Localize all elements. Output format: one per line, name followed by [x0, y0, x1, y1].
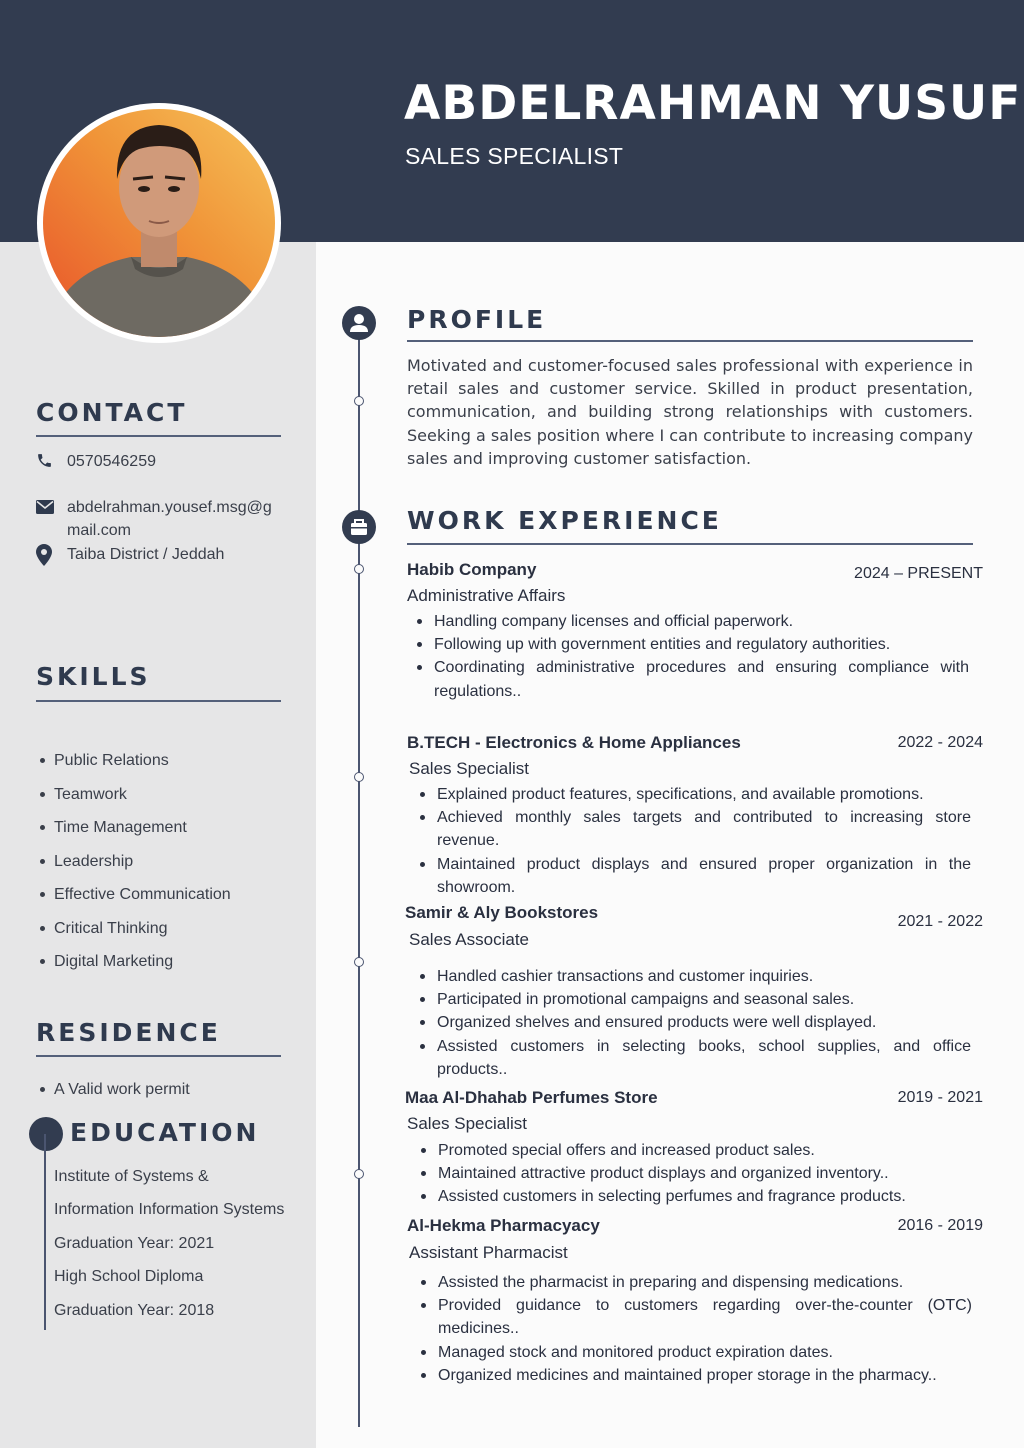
timeline-dot: [354, 1169, 364, 1179]
bullet: [40, 926, 45, 931]
profile-divider: [407, 340, 973, 342]
job-role: Sales Specialist: [407, 1114, 528, 1133]
profile-summary: Motivated and customer-focused sales professional with experience in retail sales and customer service. Skilled in product presentation, communication, and building strong relationships with customers. Seeking a sales position where I can contribute to increasing company sales and improving customer satisfaction.: [407, 356, 973, 468]
duty-item: Maintained product displays and ensured proper organization in the showroom.: [419, 853, 971, 899]
skill-item: Critical Thinking: [54, 920, 168, 937]
job-duties: [419, 965, 971, 1081]
duty-item: Promoted special offers and increased product sales.: [420, 1139, 971, 1162]
job-company: Al-Hekma Pharmacyacy: [407, 1216, 600, 1235]
education-line: Graduation Year: 2021: [54, 1235, 215, 1252]
job-duties: [416, 610, 969, 703]
skill-item: Leadership: [54, 853, 134, 870]
job-role: Assistant Pharmacist: [409, 1243, 568, 1262]
job-dates: 2024 – PRESENT: [854, 565, 983, 582]
job-dates: 2019 - 2021: [897, 1089, 983, 1106]
duty-item: Organized medicines and maintained proper storage in the pharmacy..: [420, 1364, 972, 1387]
profile-heading: PROFILE: [407, 305, 547, 334]
person-icon: [342, 306, 376, 340]
duty-item: Assisted the pharmacist in preparing and dispensing medications.: [420, 1271, 972, 1294]
skill-item: Public Relations: [54, 752, 169, 769]
duty-item: Participated in promotional campaigns and seasonal sales.: [419, 988, 971, 1011]
duty-item: Assisted customers in selecting books, school supplies, and office products..: [419, 1035, 971, 1081]
duty-item: Coordinating administrative procedures and ensuring compliance with regulations..: [416, 656, 969, 702]
skill-item: Digital Marketing: [54, 953, 174, 970]
contact-divider: [36, 435, 281, 437]
residence-item: A Valid work permit: [54, 1081, 190, 1098]
job-dates: 2022 - 2024: [897, 734, 983, 751]
education-timeline: [44, 1134, 46, 1330]
candidate-name: ABDELRAHMAN YUSUF: [404, 76, 1022, 131]
residence-divider: [36, 1055, 281, 1057]
bullet: [40, 758, 45, 763]
phone-number: 0570546259: [67, 453, 156, 470]
email-line-1: abdelrahman.yousef.msg@g: [67, 499, 272, 516]
job-company: Maa Al-Dhahab Perfumes Store: [405, 1088, 658, 1107]
location-pin-icon: [36, 544, 52, 571]
duty-item: Handling company licenses and official paperwork.: [416, 610, 969, 633]
duty-item: Managed stock and monitored product expiration dates.: [420, 1341, 972, 1364]
education-line: High School Diploma: [54, 1268, 204, 1285]
education-line: Information Information Systems: [54, 1201, 285, 1218]
email-line-2: mail.com: [67, 522, 132, 539]
duty-item: Achieved monthly sales targets and contributed to increasing store revenue.: [419, 806, 971, 852]
skills-heading: SKILLS: [36, 662, 151, 691]
job-dates: 2021 - 2022: [897, 913, 983, 930]
skills-divider: [36, 700, 281, 702]
timeline-dot: [354, 396, 364, 406]
bullet: [40, 825, 45, 830]
education-heading: EDUCATION: [70, 1118, 260, 1147]
education-line: Graduation Year: 2018: [54, 1302, 215, 1319]
skill-item: Teamwork: [54, 786, 127, 803]
duty-item: Explained product features, specifications, and available promotions.: [419, 783, 971, 806]
job-company: B.TECH - Electronics & Home Appliances: [407, 733, 741, 752]
portrait-image: [43, 109, 275, 337]
job-dates: 2016 - 2019: [897, 1217, 983, 1234]
education-marker-icon: [29, 1117, 63, 1151]
email-icon: [36, 500, 54, 519]
job-role: Sales Specialist: [409, 759, 530, 778]
bullet: [40, 859, 45, 864]
duty-item: Following up with government entities and regulatory authorities.: [416, 633, 969, 656]
job-role: Sales Associate: [409, 930, 530, 949]
profile-photo: [37, 103, 281, 343]
job-duties: [420, 1139, 971, 1209]
job-company: Samir & Aly Bookstores: [405, 903, 599, 922]
experience-heading: WORK EXPERIENCE: [407, 506, 722, 535]
job-duties: [420, 1271, 972, 1387]
contact-heading: CONTACT: [36, 398, 188, 427]
education-line: Institute of Systems &: [54, 1168, 209, 1185]
bullet: [40, 892, 45, 897]
candidate-title: SALES SPECIALIST: [405, 143, 624, 169]
duty-item: Assisted customers in selecting perfumes and fragrance products.: [420, 1185, 971, 1208]
bullet: [40, 959, 45, 964]
phone-icon: [36, 452, 53, 474]
bullet: [40, 792, 45, 797]
duty-item: Provided guidance to customers regarding over-the-counter (OTC) medicines..: [420, 1294, 972, 1340]
main-timeline: [358, 322, 360, 1427]
skill-item: Effective Communication: [54, 886, 231, 903]
timeline-dot: [354, 772, 364, 782]
skill-item: Time Management: [54, 819, 187, 836]
timeline-dot: [354, 564, 364, 574]
address: Taiba District / Jeddah: [67, 546, 225, 563]
job-company: Habib Company: [407, 560, 537, 579]
residence-heading: RESIDENCE: [36, 1018, 221, 1047]
briefcase-icon: [342, 510, 376, 544]
job-duties: [419, 783, 971, 899]
duty-item: Organized shelves and ensured products were well displayed.: [419, 1011, 971, 1034]
duty-item: Handled cashier transactions and customer inquiries.: [419, 965, 971, 988]
duty-item: Maintained attractive product displays and organized inventory..: [420, 1162, 971, 1185]
timeline-dot: [354, 957, 364, 967]
job-role: Administrative Affairs: [407, 586, 566, 605]
bullet: [40, 1087, 45, 1092]
experience-divider: [407, 543, 973, 545]
